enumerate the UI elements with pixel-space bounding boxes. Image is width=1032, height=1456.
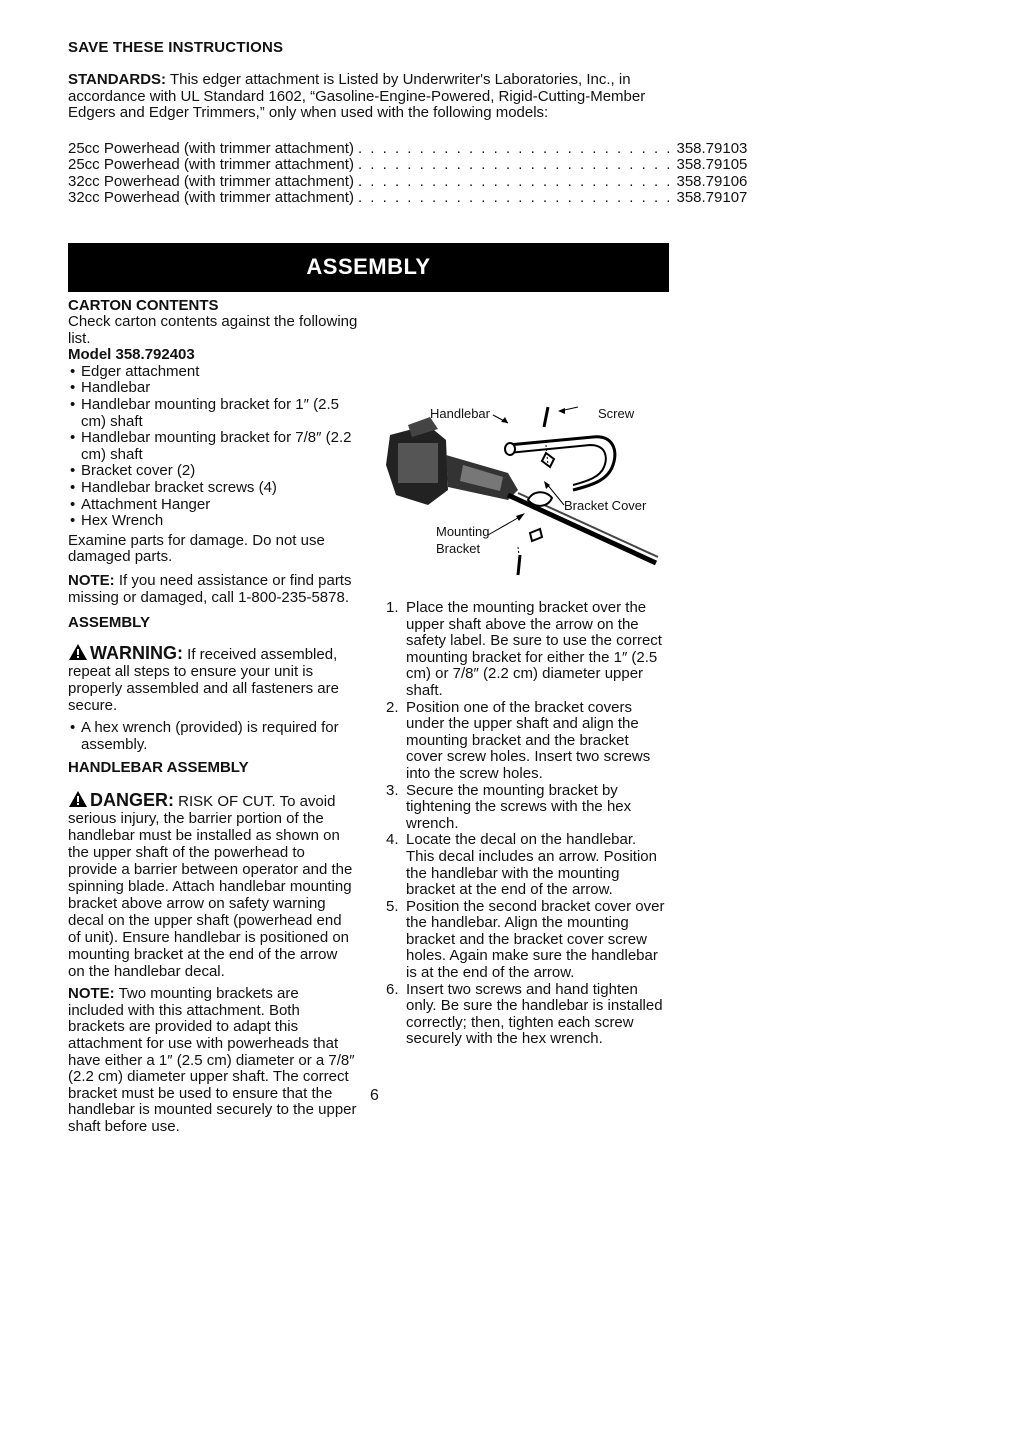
standards-text: This edger attachment is Listed by Underwriter's Laboratories, Inc., in accordance with UL Standard 1602, “Gasoline-Engine-Powered, Rigid-Cutting-Member Edgers and Edger Trimmers,” only when used with the following models: — [68, 71, 646, 122]
assembly-banner: ASSEMBLY — [68, 243, 669, 292]
handlebar-assembly-heading: HANDLEBAR ASSEMBLY — [68, 759, 249, 777]
list-item: • Handlebar mounting bracket for 7/8″ (2.2 cm) shaft — [68, 430, 358, 463]
left-column — [68, 297, 358, 1136]
list-item: • Bracket cover (2) — [68, 463, 358, 480]
model-desc: 25cc Powerhead (with trimmer attachment) — [68, 156, 354, 173]
step-number: 4. — [386, 831, 399, 849]
list-item: • Handlebar bracket screws (4) — [68, 480, 358, 497]
model-number: 358.79106 — [676, 173, 748, 190]
right-column — [386, 297, 671, 314]
model-desc: 32cc Powerhead (with trimmer attachment) — [68, 173, 354, 190]
model-number: 358.79107 — [676, 189, 748, 206]
note-label: NOTE: — [68, 571, 115, 589]
model-number: 358.79105 — [676, 156, 748, 173]
leader-dots: . . . . . . . . . . . . . . . . . . . . . . . . . . — [357, 156, 673, 173]
carton-intro: Check carton contents against the following list. — [68, 313, 358, 347]
danger-triangle-icon — [68, 790, 88, 808]
handlebar-illustration — [368, 395, 668, 585]
leader-dots: . . . . . . . . . . . . . . . . . . . . . . . . . . — [357, 140, 673, 157]
warning-paragraph — [68, 643, 358, 714]
model-row — [68, 173, 748, 190]
list-item — [386, 899, 668, 982]
note-text: Two mounting brackets are included with this attachment. Both brackets are provided to adapt this attachment for use with powerheads that have either a 1″ (2.5 cm) diameter or a 7/8″ (2.2 cm) diameter upper shaft. The correct bracket must be used to ensure that the handlebar is mounted securely to the upper shaft before use. — [68, 985, 357, 1136]
step-text: Position one of the bracket covers under the upper shaft and align the mounting bracket and the bracket cover screw holes. Insert two screws into the screw holes. — [406, 698, 651, 782]
note-text: If you need assistance or find parts missing or damaged, call 1-800-235-5878. — [68, 571, 352, 606]
assembly-steps — [386, 600, 668, 1048]
label-mounting: Mounting — [436, 524, 490, 539]
list-item: • Hex Wrench — [68, 513, 358, 530]
leader-dots: . . . . . . . . . . . . . . . . . . . . . . . . . . — [357, 173, 673, 190]
step-text: Locate the decal on the handlebar. This decal includes an arrow. Position the handlebar with the mounting bracket at the end of the arrow. — [406, 831, 657, 899]
step-number: 2. — [386, 698, 399, 716]
label-screw: Screw — [598, 406, 635, 421]
step-text: Position the second bracket cover over the handlebar. Align the mounting bracket and the bracket cover screw holes. Again make sure the handlebar is at the end of the arrow. — [406, 897, 665, 982]
note-label: NOTE: — [68, 985, 115, 1003]
list-item — [386, 600, 668, 700]
list-item — [386, 832, 668, 898]
model-row — [68, 189, 748, 206]
save-instructions-heading: SAVE THESE INSTRUCTIONS — [68, 39, 284, 56]
label-handlebar: Handlebar — [430, 406, 490, 421]
standards-paragraph — [68, 72, 678, 122]
carton-contents-heading: CARTON CONTENTS — [68, 297, 219, 314]
list-item: • A hex wrench (provided) is required for assembly. — [68, 720, 358, 753]
assembly-heading: ASSEMBLY — [68, 614, 150, 632]
label-bracket: Bracket — [436, 541, 481, 556]
model-row — [68, 156, 748, 173]
carton-items-list — [68, 364, 358, 530]
warning-label: WARNING: — [90, 643, 183, 664]
model-desc: 25cc Powerhead (with trimmer attachment) — [68, 140, 354, 157]
model-number-heading: Model 358.792403 — [68, 346, 195, 364]
step-text: Secure the mounting bracket by tightening the screws with the hex wrench. — [406, 781, 632, 832]
model-number: 358.79103 — [676, 140, 748, 157]
step-number: 1. — [386, 599, 399, 616]
leader-dots: . . . . . . . . . . . . . . . . . . . . . . . . . . — [357, 189, 673, 206]
list-item: • Edger attachment — [68, 364, 358, 381]
danger-label: DANGER: — [90, 790, 174, 811]
brackets-note — [68, 986, 358, 1135]
list-item: • Handlebar mounting bracket for 1″ (2.5 cm) shaft — [68, 397, 358, 430]
model-row — [68, 140, 748, 157]
assembly-bullets — [68, 720, 358, 753]
carton-note — [68, 573, 358, 606]
list-item — [386, 982, 668, 1048]
step-text: Place the mounting bracket over the upper shaft above the arrow on the safety label. Be sure to use the correct mounting bracket for either the 1″ (2.5 cm) or 7/8″ (2.2 cm) diameter upper shaft. — [406, 599, 662, 699]
steps-container — [386, 600, 668, 1048]
brackets-note-continued — [386, 297, 671, 314]
list-item — [386, 783, 668, 833]
danger-paragraph — [68, 790, 358, 980]
list-item: • Handlebar — [68, 380, 358, 397]
label-bracket-cover: Bracket Cover — [564, 498, 647, 513]
danger-text: RISK OF CUT. To avoid serious injury, the barrier portion of the handlebar must be installed as shown on the upper shaft of the powerhead to provide a barrier between operator and the spinning blade. Attach handlebar mounting bracket above arrow on safety warning decal on the upper shaft (powerhead end of unit). Ensure handlebar is positioned on mounting bracket at the end of the arrow on the handlebar decal. — [68, 793, 353, 981]
page-number: 6 — [370, 1087, 379, 1104]
model-desc: 32cc Powerhead (with trimmer attachment) — [68, 189, 354, 206]
warning-triangle-icon — [68, 643, 88, 661]
step-number: 6. — [386, 980, 399, 998]
examine-paragraph: Examine parts for damage. Do not use damaged parts. — [68, 531, 325, 566]
list-item: • Attachment Hanger — [68, 497, 358, 514]
list-item — [386, 700, 668, 783]
step-text: Insert two screws and hand tighten only. Be sure the handlebar is installed correctly; then, tighten each screw securely with the hex wrench. — [406, 980, 663, 1048]
handlebar-figure — [368, 395, 668, 585]
standards-label: STANDARDS: — [68, 71, 167, 88]
step-number: 5. — [386, 897, 399, 915]
step-number: 3. — [386, 781, 399, 799]
warning-text: If received assembled, repeat all steps to ensure your unit is properly assembled and all fasteners are secure. — [68, 646, 339, 715]
